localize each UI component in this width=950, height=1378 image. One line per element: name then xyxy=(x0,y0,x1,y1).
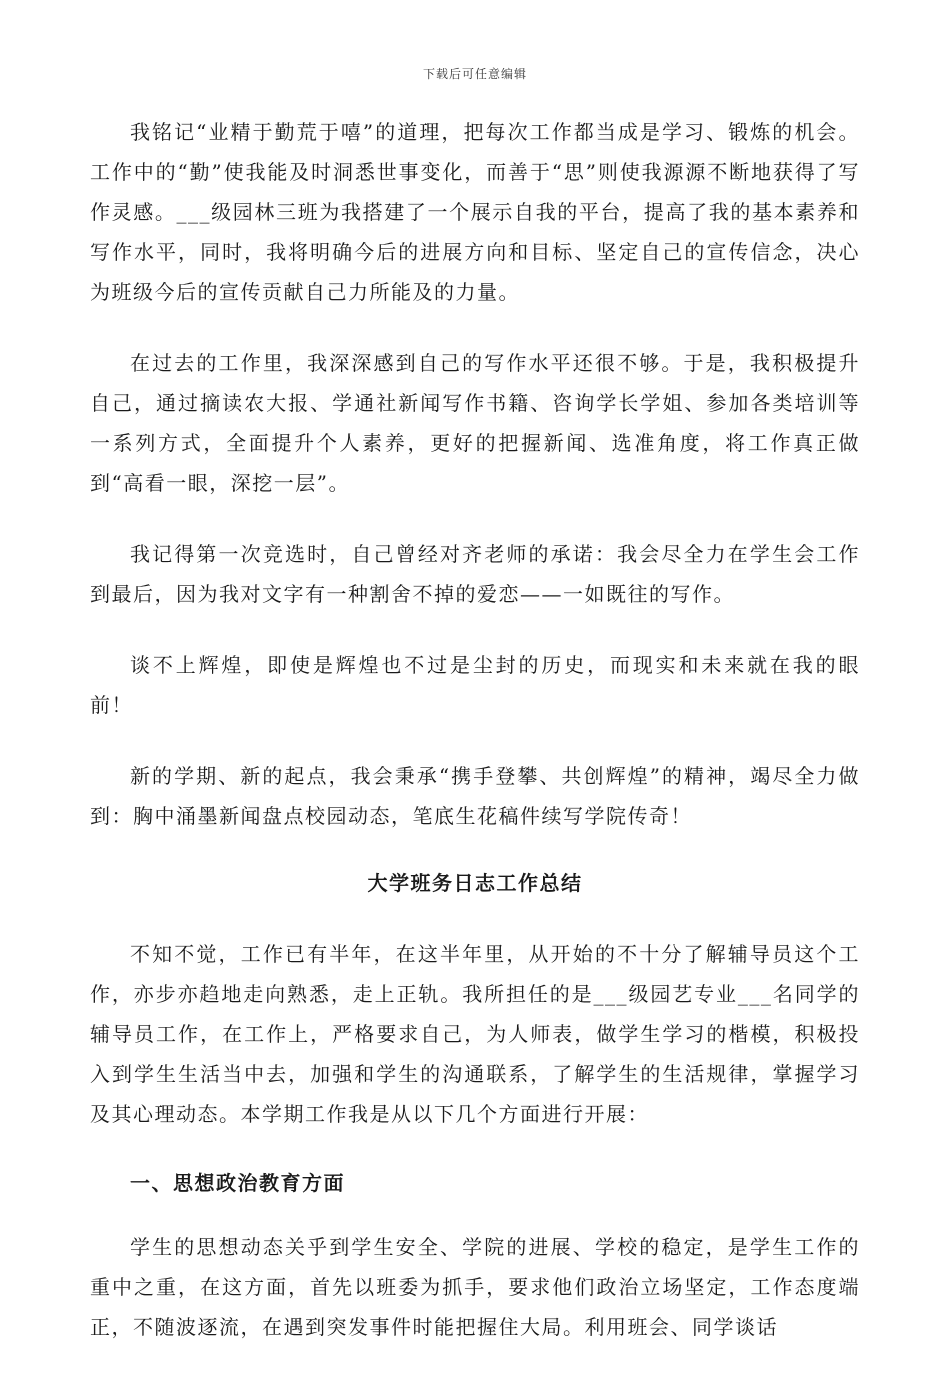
page-header: 下载后可任意编辑 xyxy=(422,67,527,81)
intro-paragraph: 不知不觉，工作已有半年，在这半年里，从开始的不十分了解辅导员这个工作，亦步亦趋地走向熟悉，走上正轨。我所担任的是___级园艺专业___名同学的辅导员工作，在工作上，严格要求自己，为人师表，做学生学习的楷模，积极投入到学生生活当中去，加强和学生的沟通联系，了解学生的生活规律，掌握学习及其心理动态。本学期工作我是从以下几个方面进行开展： xyxy=(90,942,860,1126)
section-heading-1: 一、思想政治教育方面 xyxy=(130,1171,345,1195)
document-body xyxy=(90,112,860,1378)
paragraph-4: 谈不上辉煌，即使是辉煌也不过是尘封的历史，而现实和未来就在我的眼前！ xyxy=(90,653,860,717)
section-1-paragraph: 学生的思想动态关乎到学生安全、学院的进展、学校的稳定，是学生工作的重中之重，在这方面，首先以班委为抓手，要求他们政治立场坚定，工作态度端正，不随波逐流，在遇到突发事件时能把握住大局。利用班会、同学谈话 xyxy=(90,1235,860,1339)
paragraph-3: 我记得第一次竞选时，自己曾经对齐老师的承诺：我会尽全力在学生会工作到最后，因为我对文字有一种割舍不掉的爱恋——一如既往的写作。 xyxy=(90,542,860,606)
paragraph-5: 新的学期、新的起点，我会秉承“携手登攀、共创辉煌”的精神，竭尽全力做到：胸中涌墨新闻盘点校园动态，笔底生花稿件续写学院传奇！ xyxy=(90,764,860,828)
paragraph-2: 在过去的工作里，我深深感到自己的写作水平还很不够。于是，我积极提升自己，通过摘读农大报、学通社新闻写作书籍、咨询学长学姐、参加各类培训等一系列方式，全面提升个人素养，更好的把握新闻、选准角度，将工作真正做到“高看一眼，深挖一层”。 xyxy=(90,351,860,495)
paragraph-1: 我铭记“业精于勤荒于嘻”的道理，把每次工作都当成是学习、锻炼的机会。工作中的“勤”使我能及时洞悉世事变化，而善于“思”则使我源源不断地获得了写作灵感。___级园林三班为我搭建了一个展示自我的平台，提高了我的基本素养和写作水平，同时，我将明确今后的进展方向和目标、坚定自己的宣传信念，决心为班级今后的宣传贡献自己力所能及的力量。 xyxy=(90,120,860,304)
document-title: 大学班务日志工作总结 xyxy=(367,871,583,895)
